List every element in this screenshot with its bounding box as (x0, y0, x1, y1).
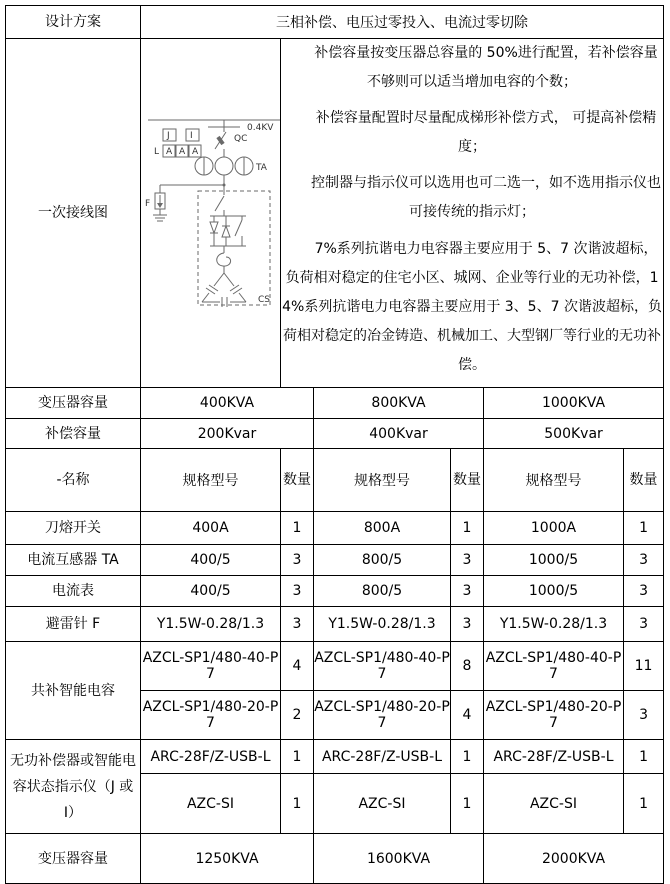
qty-value: 3 (624, 576, 664, 607)
spec-value: Y1.5W-0.28/1.3 (484, 607, 624, 642)
table-row (6, 6, 664, 39)
spec-value: ARC-28F/Z-USB-L (141, 740, 281, 774)
capacitor-group-label: 共补智能电容 (6, 642, 141, 740)
qty-value: 4 (281, 642, 314, 691)
compensation-capacity-value: 500Kvar (484, 419, 664, 449)
spec-value: 1000/5 (484, 576, 624, 607)
qty-value: 4 (451, 691, 484, 740)
transformer-capacity-value: 1000KVA (484, 388, 664, 419)
design-scheme-label: 设计方案 (6, 6, 141, 39)
table-row (6, 576, 664, 607)
qty-value: 8 (451, 642, 484, 691)
table-row (6, 545, 664, 576)
spec-value: AZCL-SP1/480-20-P7 (484, 691, 624, 740)
primary-wiring-label: 一次接线图 (6, 39, 141, 388)
single-line-diagram-cell (141, 39, 281, 388)
j-box-label: J (166, 130, 170, 141)
qty-value: 3 (281, 545, 314, 576)
table-row (6, 39, 664, 388)
spec-value: AZCL-SP1/480-20-P7 (314, 691, 451, 740)
spec-value: AZCL-SP1/480-40-P7 (484, 642, 624, 691)
qty-value: 3 (451, 607, 484, 642)
table-row (6, 834, 664, 884)
spec-value: AZCL-SP1/480-40-P7 (314, 642, 451, 691)
transformer-capacity-value: 2000KVA (484, 834, 664, 884)
spec-value: 1000A (484, 512, 624, 545)
qty-value: 2 (281, 691, 314, 740)
spec-value: ARC-28F/Z-USB-L (484, 740, 624, 774)
transformer-capacity-value: 1600KVA (314, 834, 484, 884)
f-arrester-label: F (144, 198, 150, 209)
design-scheme-value: 三相补偿、电压过零投入、电流过零切除 (141, 6, 664, 39)
table-row (6, 419, 664, 449)
qty-column-header: 数量 (451, 449, 484, 512)
a2-box-label: A (178, 146, 185, 157)
a1-box-label: A (165, 146, 172, 157)
item-label: 电流互感器 TA (6, 545, 141, 576)
compensation-capacity-value: 400Kvar (314, 419, 484, 449)
a3-box-label: A (191, 146, 198, 157)
compensation-capacity-value: 200Kvar (141, 419, 314, 449)
name-column-header: -名称 (6, 449, 141, 512)
spec-value: 400/5 (141, 576, 281, 607)
qty-value: 3 (624, 607, 664, 642)
qty-value: 1 (624, 512, 664, 545)
l-label: L (153, 146, 159, 157)
spec-value: 800/5 (314, 576, 451, 607)
spec-column-header: 规格型号 (314, 449, 451, 512)
qty-value: 3 (451, 545, 484, 576)
transformer-capacity-value: 400KVA (141, 388, 314, 419)
cs-label: CS (257, 294, 270, 305)
item-label: 电流表 (6, 576, 141, 607)
transformer-capacity-label: 变压器容量 (6, 834, 141, 884)
spec-value: 400A (141, 512, 281, 545)
qc-switch-label: QC (233, 133, 247, 144)
qty-value: 11 (624, 642, 664, 691)
notes-cell (281, 39, 664, 388)
qty-value: 1 (624, 774, 664, 834)
qty-column-header: 数量 (281, 449, 314, 512)
qty-value: 1 (451, 512, 484, 545)
indicator-group-label: 无功补偿器或智能电容状态指示仪（J 或 I） (6, 740, 141, 834)
qty-value: 1 (281, 774, 314, 834)
transformer-capacity-label: 变压器容量 (6, 388, 141, 419)
note-paragraph: 补偿容量配置时尽量配成梯形补偿方式， 可提高补偿精度； (315, 110, 657, 155)
spec-value: AZC-SI (314, 774, 451, 834)
qty-value: 1 (624, 740, 664, 774)
qty-value: 1 (281, 740, 314, 774)
compensation-capacity-label: 补偿容量 (6, 419, 141, 449)
qty-value: 1 (451, 774, 484, 834)
table-row (6, 740, 664, 774)
busbar-voltage-label: 0.4KV (246, 122, 273, 133)
spec-value: 400/5 (141, 545, 281, 576)
qty-value: 3 (624, 691, 664, 740)
note-paragraph: 补偿容量按变压器总容量的 50%进行配置，若补偿容量不够则可以适当增加电容的个数； (314, 45, 658, 90)
compensation-spec-table (5, 5, 664, 884)
qty-value: 3 (451, 576, 484, 607)
table-header-row (6, 449, 664, 512)
table-row (6, 642, 664, 691)
spec-value: ARC-28F/Z-USB-L (314, 740, 451, 774)
spec-value: 1000/5 (484, 545, 624, 576)
spec-value: Y1.5W-0.28/1.3 (141, 607, 281, 642)
spec-column-header: 规格型号 (141, 449, 281, 512)
qty-value: 3 (281, 607, 314, 642)
transformer-capacity-value: 800KVA (314, 388, 484, 419)
single-line-diagram (142, 56, 280, 367)
i-box-label: I (189, 130, 193, 141)
spec-column-header: 规格型号 (484, 449, 624, 512)
spec-value: AZCL-SP1/480-20-P7 (141, 691, 281, 740)
qty-value: 3 (624, 545, 664, 576)
spec-value: 800A (314, 512, 451, 545)
qty-value: 3 (281, 576, 314, 607)
note-paragraph: 7%系列抗谐电力电容器主要应用于 5、7 次谐波超标，负荷相对稳定的住宅小区、城网、企业等行业的无功补偿，14%系列抗谐电力电容器主要应用于 3、5、7 次谐波超标，负荷相对稳定的冶金铸造、机械加工、大型钢厂等行业的无功补偿。 (282, 241, 662, 373)
qty-value: 1 (451, 740, 484, 774)
table-row (6, 388, 664, 419)
qty-column-header: 数量 (624, 449, 664, 512)
table-row (6, 512, 664, 545)
spec-value: 800/5 (314, 545, 451, 576)
item-label: 刀熔开关 (6, 512, 141, 545)
spec-value: AZC-SI (141, 774, 281, 834)
qty-value: 1 (281, 512, 314, 545)
table-row (6, 607, 664, 642)
spec-value: AZC-SI (484, 774, 624, 834)
ta-label: TA (255, 162, 267, 173)
spec-value: AZCL-SP1/480-40-P7 (141, 642, 281, 691)
item-label: 避雷针 F (6, 607, 141, 642)
note-paragraph: 控制器与指示仪可以选用也可二选一，如不选用指示仪也可接传统的指示灯； (311, 175, 662, 220)
spec-value: Y1.5W-0.28/1.3 (314, 607, 451, 642)
transformer-capacity-value: 1250KVA (141, 834, 314, 884)
